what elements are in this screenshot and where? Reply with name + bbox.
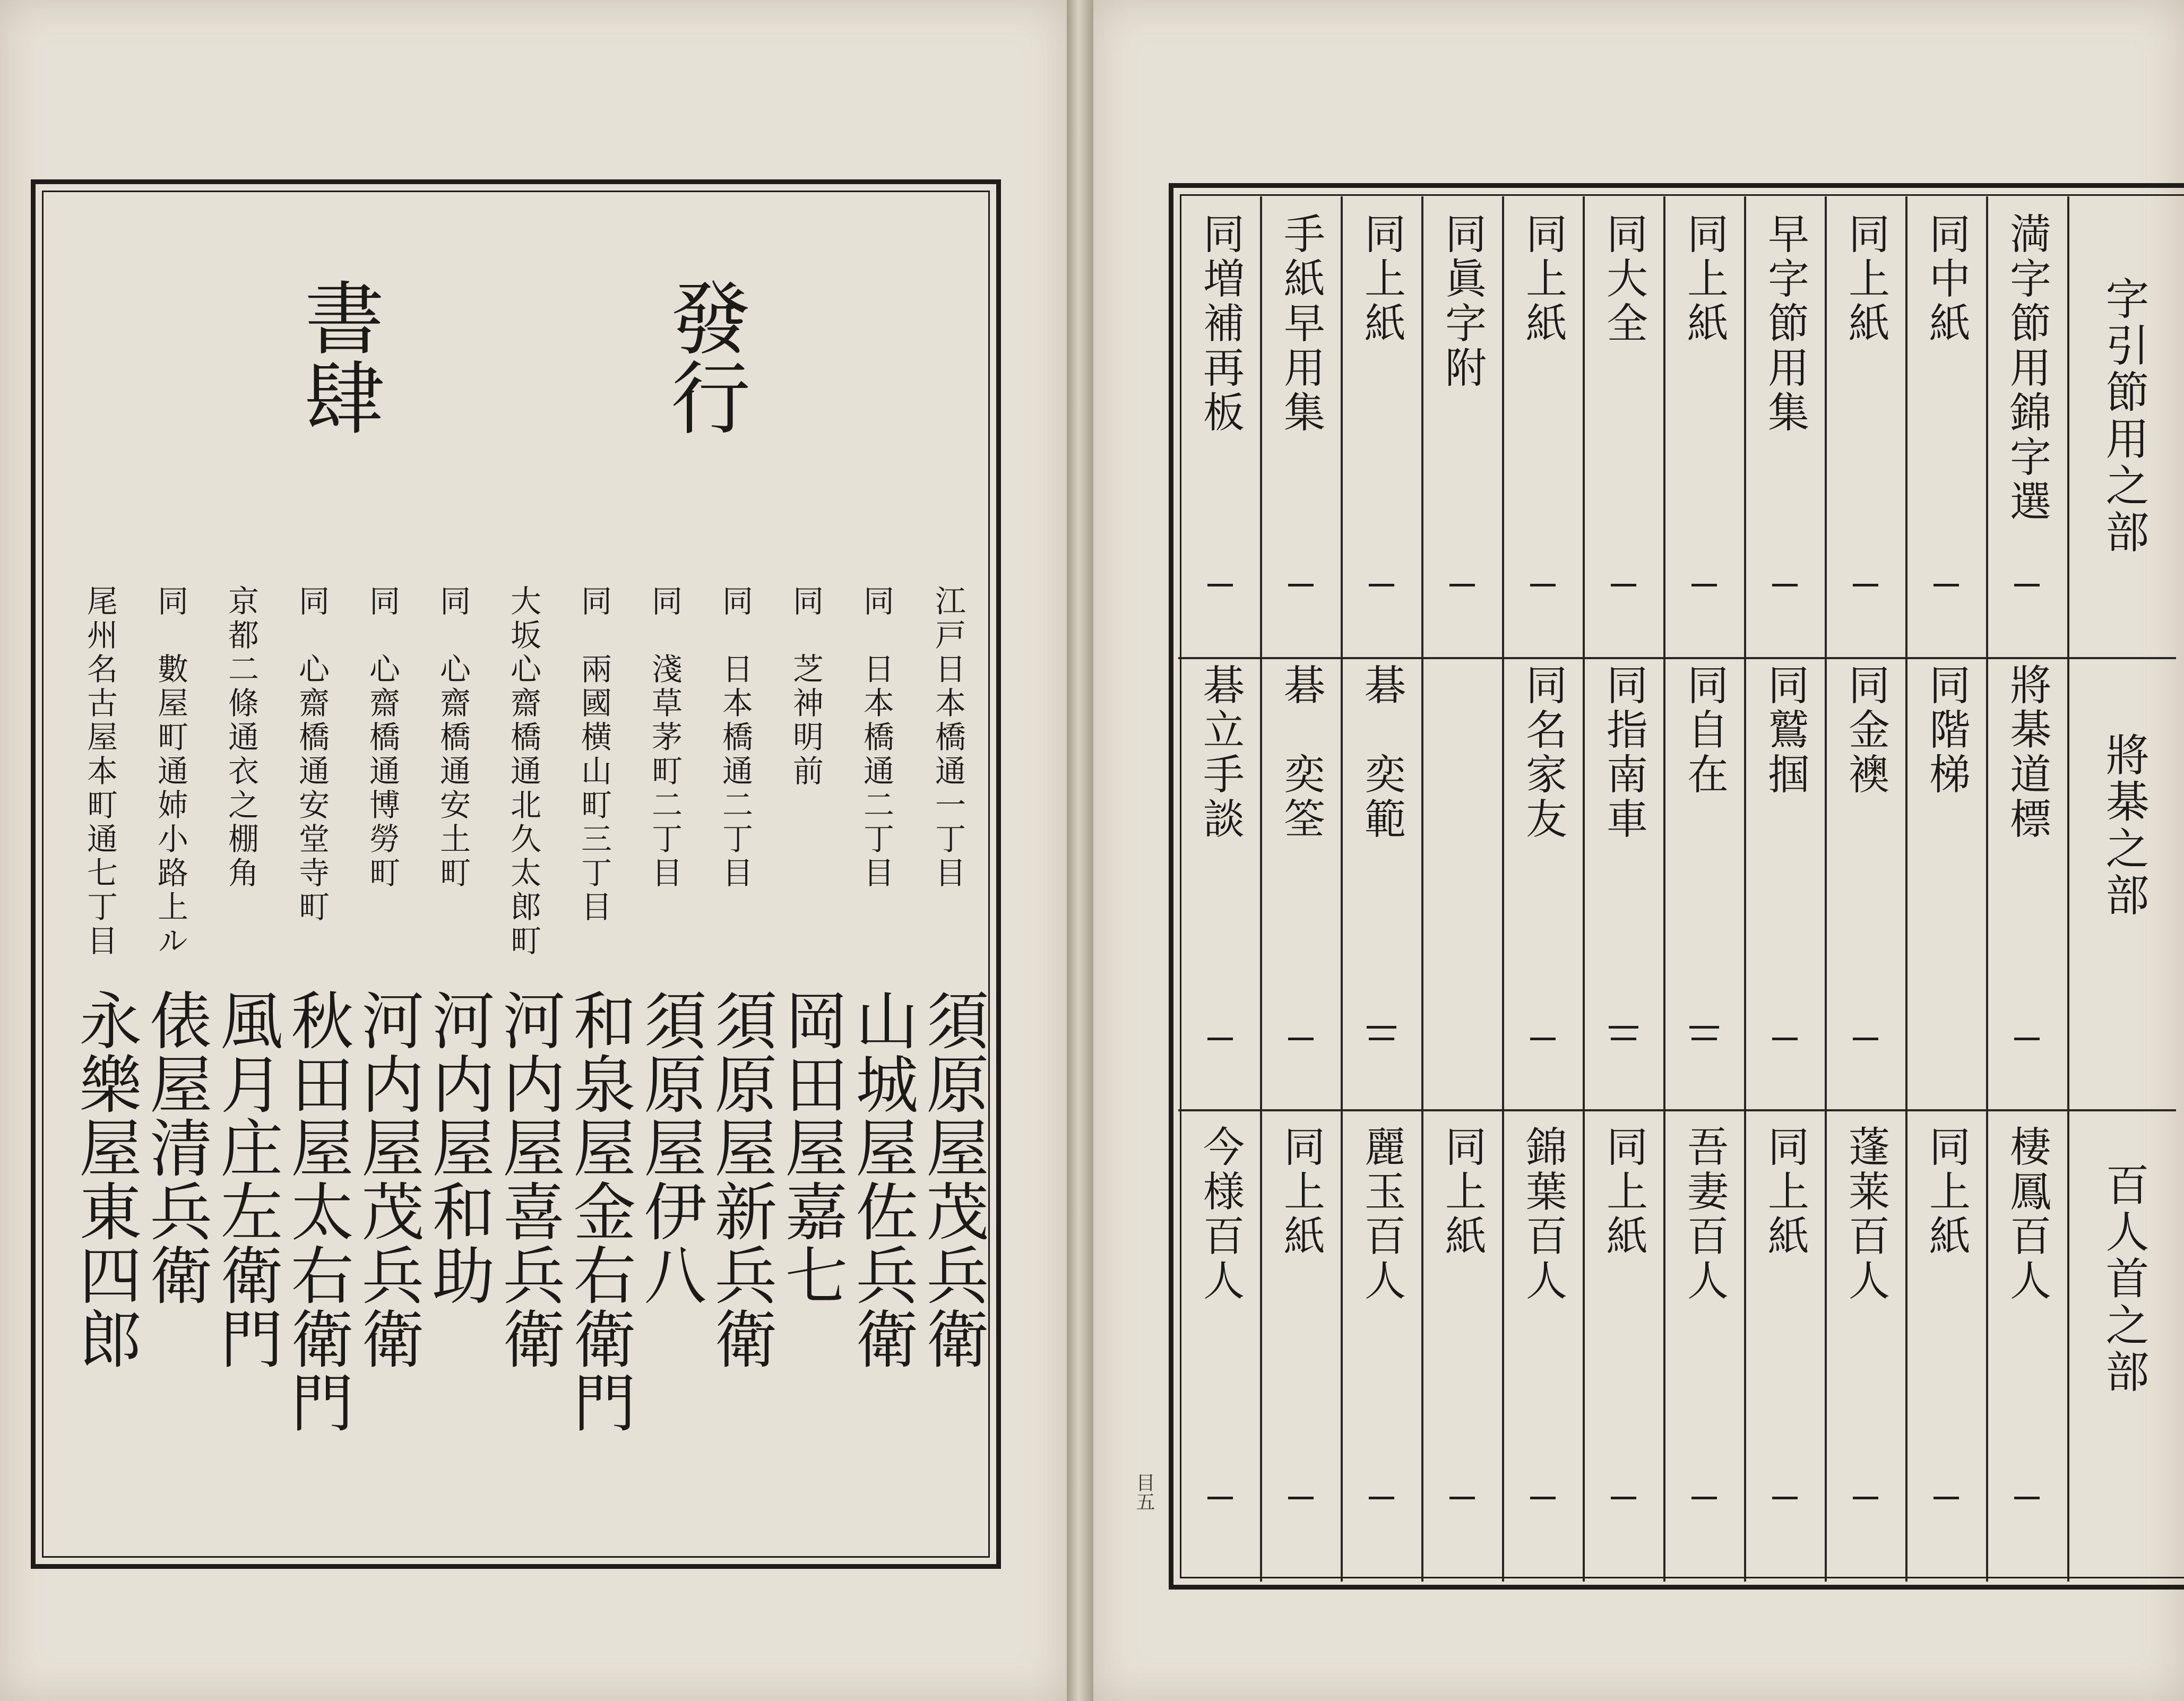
address-6: 同 兩國横山町三丁目 — [576, 585, 612, 925]
shop-1: 須原屋茂兵衛 — [916, 988, 989, 1370]
bookshop-heading: 書肆 — [291, 277, 383, 436]
shop-6: 和泉屋金右衛門 — [563, 988, 636, 1434]
volume-mark — [1530, 584, 1556, 586]
address-11: 京都二條通衣之棚角 — [223, 585, 259, 891]
volume-mark — [1288, 1497, 1314, 1499]
column-divider — [1825, 196, 1827, 1582]
volume-mark — [1207, 584, 1233, 586]
publish-heading: 發行 — [657, 277, 749, 436]
volume-mark — [1853, 584, 1878, 586]
column-divider — [1986, 196, 1988, 1582]
volume-mark-two — [1691, 1038, 1717, 1040]
book-title: 錦葉百人 — [1519, 1125, 1567, 1303]
book-title: 同大全 — [1600, 212, 1647, 346]
shop-2: 山城屋佐兵衛 — [845, 988, 919, 1370]
book-title: 同金襖 — [1842, 663, 1889, 797]
book-title: 今様百人 — [1196, 1125, 1244, 1303]
shop-5: 須原屋伊八 — [633, 988, 707, 1307]
address-9: 同 心齋橋通博勞町 — [364, 585, 400, 891]
book-title: 同眞字附 — [1438, 212, 1486, 391]
column-divider — [1663, 196, 1665, 1582]
book-title: 同上紙 — [1842, 212, 1889, 346]
book-title: 同増補再板 — [1196, 212, 1244, 435]
volume-mark — [1449, 584, 1475, 586]
column-divider — [1502, 196, 1504, 1582]
shop-9: 河内屋茂兵衛 — [351, 988, 425, 1370]
address-8: 同 心齋橋通安土町 — [435, 585, 471, 891]
volume-mark — [1530, 1497, 1556, 1499]
book-title: 同階梯 — [1922, 663, 1970, 797]
shop-11: 風月庄左衛門 — [210, 988, 283, 1370]
volume-mark — [1449, 1497, 1475, 1499]
right-page-book-list — [1093, 0, 2184, 1701]
page-number-mark: 目五 — [1133, 1473, 1155, 1511]
book-title: 同自在 — [1680, 663, 1728, 797]
address-12: 同 數屋町通姉小路上ル — [152, 585, 188, 959]
volume-mark — [1207, 1497, 1233, 1499]
volume-mark — [1288, 584, 1314, 586]
book-gutter — [1067, 0, 1093, 1701]
book-title: 満字節用錦字選 — [2003, 212, 2051, 524]
book-title: 同上紙 — [1519, 212, 1567, 346]
book-title: 碁 奕範 — [1358, 663, 1405, 842]
book-title: 同上紙 — [1358, 212, 1405, 346]
volume-mark — [1772, 1038, 1798, 1040]
column-divider — [1421, 196, 1423, 1582]
address-13: 尾州名古屋本町通七丁目 — [82, 585, 118, 959]
book-title: 棲鳳百人 — [2003, 1125, 2051, 1303]
shop-8: 河内屋和助 — [421, 988, 495, 1307]
address-2: 同 日本橋通二丁目 — [858, 585, 894, 891]
volume-mark — [1691, 584, 1717, 586]
row-divider-2 — [1178, 1109, 2176, 1111]
book-title: 將棊道標 — [2003, 663, 2051, 842]
book-title: 同上紙 — [1922, 1125, 1970, 1259]
shop-3: 岡田屋嘉七 — [774, 988, 848, 1307]
volume-mark — [2014, 1497, 2040, 1499]
book-title: 早字節用集 — [1761, 212, 1809, 435]
category-shogi: 將棊之部 — [2099, 732, 2149, 919]
volume-mark — [1611, 584, 1636, 586]
shop-12: 俵屋清兵衛 — [139, 988, 213, 1307]
colophon-frame — [31, 179, 1001, 1569]
volume-mark — [1207, 1038, 1233, 1040]
category-jibiki: 字引節用之部 — [2099, 276, 2149, 556]
column-divider — [1744, 196, 1746, 1582]
address-5: 同 淺草茅町二丁目 — [646, 585, 683, 891]
shop-10: 秋田屋太右衛門 — [280, 988, 354, 1434]
volume-mark — [1369, 584, 1394, 586]
address-7: 大坂心齋橋通北久太郎町 — [505, 585, 541, 959]
left-page-colophon — [0, 0, 1067, 1701]
volume-mark — [1772, 584, 1798, 586]
row-divider-1 — [1178, 657, 2176, 659]
volume-mark — [1369, 1497, 1394, 1499]
column-divider — [1905, 196, 1907, 1582]
volume-mark — [1853, 1038, 1878, 1040]
address-10: 同 心齋橋通安堂寺町 — [293, 585, 330, 925]
book-title: 碁 奕筌 — [1277, 663, 1325, 842]
volume-mark — [1853, 1497, 1878, 1499]
volume-mark — [2014, 1038, 2040, 1040]
address-4: 同 日本橋通二丁目 — [717, 585, 753, 891]
shop-7: 河内屋喜兵衛 — [492, 988, 566, 1370]
book-title: 碁立手談 — [1196, 663, 1244, 842]
volume-mark — [1530, 1038, 1556, 1040]
book-title: 同上紙 — [1680, 212, 1728, 346]
address-1: 江戸日本橋通一丁目 — [930, 585, 966, 891]
volume-mark — [1288, 1038, 1314, 1040]
book-title: 同上紙 — [1438, 1125, 1486, 1259]
book-title: 同中紙 — [1922, 212, 1970, 346]
column-divider — [1341, 196, 1343, 1582]
volume-mark — [1611, 1497, 1636, 1499]
book-title: 手紙早用集 — [1277, 212, 1325, 435]
book-title: 蓬莱百人 — [1842, 1125, 1889, 1303]
volume-mark — [2014, 584, 2040, 586]
book-title: 同名家友 — [1519, 663, 1567, 842]
volume-mark — [1691, 1497, 1717, 1499]
book-title: 麗玉百人 — [1358, 1125, 1405, 1303]
book-title: 吾妻百人 — [1680, 1125, 1728, 1303]
volume-mark-two — [1611, 1038, 1636, 1040]
book-title: 同上紙 — [1277, 1125, 1325, 1259]
book-title: 同指南車 — [1600, 663, 1647, 842]
book-title: 同上紙 — [1761, 1125, 1809, 1259]
book-title: 同鷲掴 — [1761, 663, 1809, 797]
shop-13: 永樂屋東四郎 — [68, 988, 142, 1370]
column-divider — [2067, 196, 2069, 1582]
category-hyakunin: 百人首之部 — [2099, 1162, 2149, 1396]
shop-4: 須原屋新兵衛 — [704, 988, 778, 1370]
volume-mark — [1933, 584, 1959, 586]
volume-mark — [1772, 1497, 1798, 1499]
column-divider — [1583, 196, 1585, 1582]
book-title: 同上紙 — [1600, 1125, 1647, 1259]
column-divider — [1260, 196, 1262, 1582]
volume-mark-two — [1369, 1038, 1394, 1040]
address-3: 同 芝神明前 — [788, 585, 824, 789]
volume-mark — [1933, 1497, 1959, 1499]
